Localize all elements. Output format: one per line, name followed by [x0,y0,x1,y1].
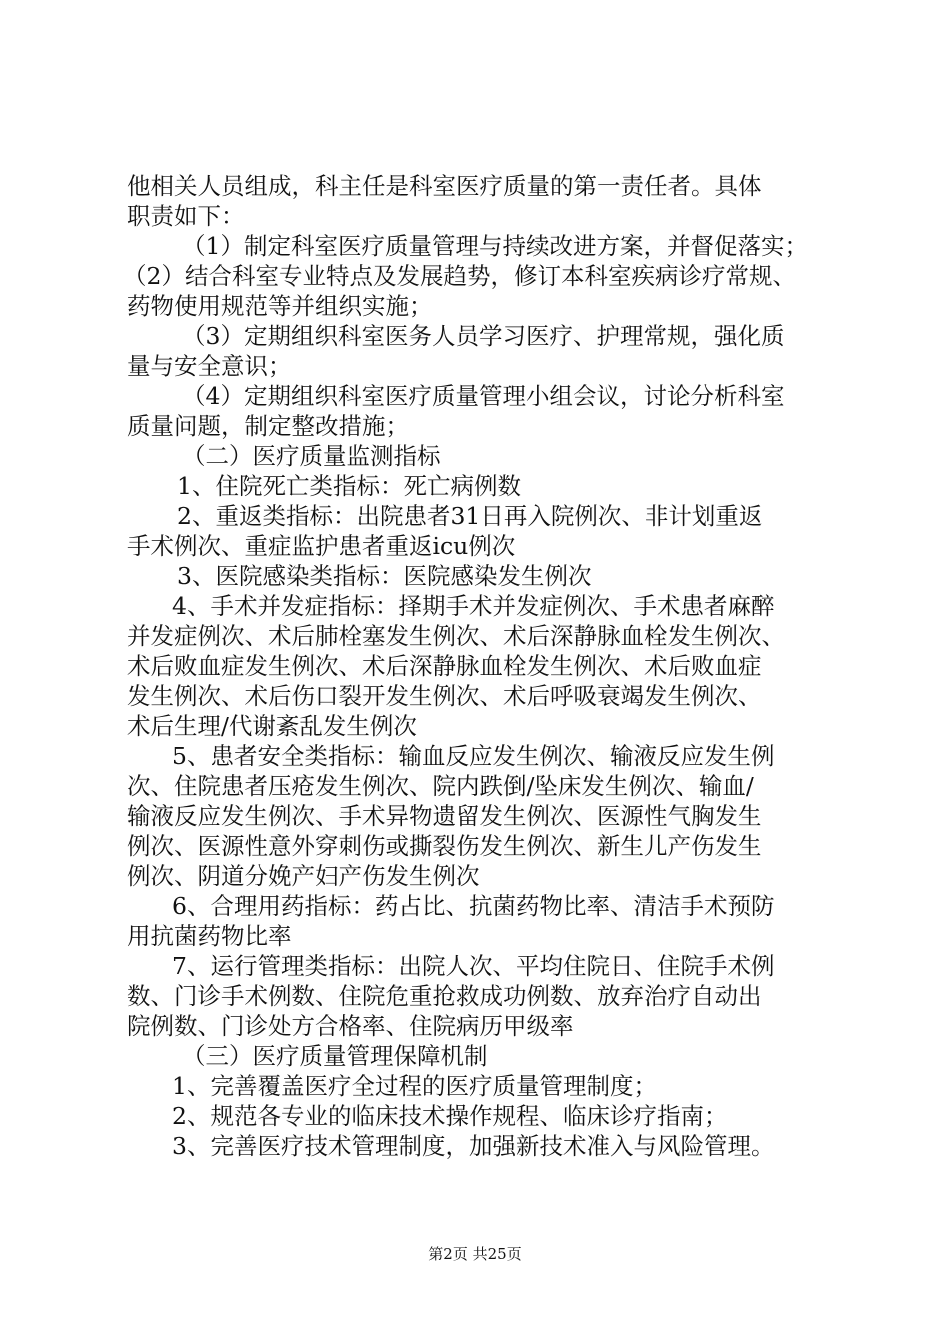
text-line: 3、完善医疗技术管理制度，加强新技术准入与风险管理。 [172,1132,775,1160]
text-line: 输液反应发生例次、手术异物遗留发生例次、医源性气胸发生 [127,802,762,830]
section-heading: （二）医疗质量监测指标 [182,442,441,470]
text-line: 术后生理/代谢紊乱发生例次 [127,712,417,740]
text-line: 术后败血症发生例次、术后深静脉血栓发生例次、术后败血症 [127,652,762,680]
text-line: 4、手术并发症指标：择期手术并发症例次、手术患者麻醉 [172,592,775,620]
text-line: 质量问题，制定整改措施； [127,412,409,440]
text-line: 次、住院患者压疮发生例次、院内跌倒/坠床发生例次、输血/ [127,772,754,800]
text-line: （2）结合科室专业特点及发展趋势，修订本科室疾病诊疗常规、 [123,262,796,290]
text-line: 例次、医源性意外穿刺伤或撕裂伤发生例次、新生儿产伤发生 [127,832,762,860]
text-line: （4）定期组织科室医疗质量管理小组会议，讨论分析科室 [182,382,785,410]
text-line: 7、运行管理类指标：出院人次、平均住院日、住院手术例 [172,952,775,980]
text-line: 量与安全意识； [127,352,292,380]
text-line: 1、完善覆盖医疗全过程的医疗质量管理制度； [172,1072,657,1100]
text-line: 1、住院死亡类指标：死亡病例数 [177,472,521,500]
text-line: 2、规范各专业的临床技术操作规程、临床诊疗指南； [172,1102,728,1130]
document-body [123,171,839,1161]
text-line: 例次、阴道分娩产妇产伤发生例次 [127,862,480,890]
text-line: 5、患者安全类指标：输血反应发生例次、输液反应发生例 [172,742,775,770]
text-line: 药物使用规范等并组织实施； [127,292,433,320]
text-line: 职责如下： [127,202,245,230]
text-line: 2、重返类指标：出院患者31日再入院例次、非计划重返 [177,502,763,530]
text-line: （1）制定科室医疗质量管理与持续改进方案，并督促落实； [182,232,808,260]
text-line: 他相关人员组成，科主任是科室医疗质量的第一责任者。具体 [127,172,762,200]
text-line: 发生例次、术后伤口裂开发生例次、术后呼吸衰竭发生例次、 [127,682,762,710]
text-line: 并发症例次、术后肺栓塞发生例次、术后深静脉血栓发生例次、 [127,622,785,650]
page-footer: 第2页 共25页 [428,1245,522,1263]
text-line: 手术例次、重症监护患者重返icu例次 [127,532,516,560]
section-heading: （三）医疗质量管理保障机制 [182,1042,488,1070]
text-line: 3、医院感染类指标：医院感染发生例次 [177,562,592,590]
text-line: 用抗菌药物比率 [127,922,292,950]
text-line: （3）定期组织科室医务人员学习医疗、护理常规，强化质 [182,322,785,350]
text-line: 6、合理用药指标：药占比、抗菌药物比率、清洁手术预防 [172,892,775,920]
text-line: 院例数、门诊处方合格率、住院病历甲级率 [127,1012,574,1040]
text-line: 数、门诊手术例数、住院危重抢救成功例数、放弃治疗自动出 [127,982,762,1010]
